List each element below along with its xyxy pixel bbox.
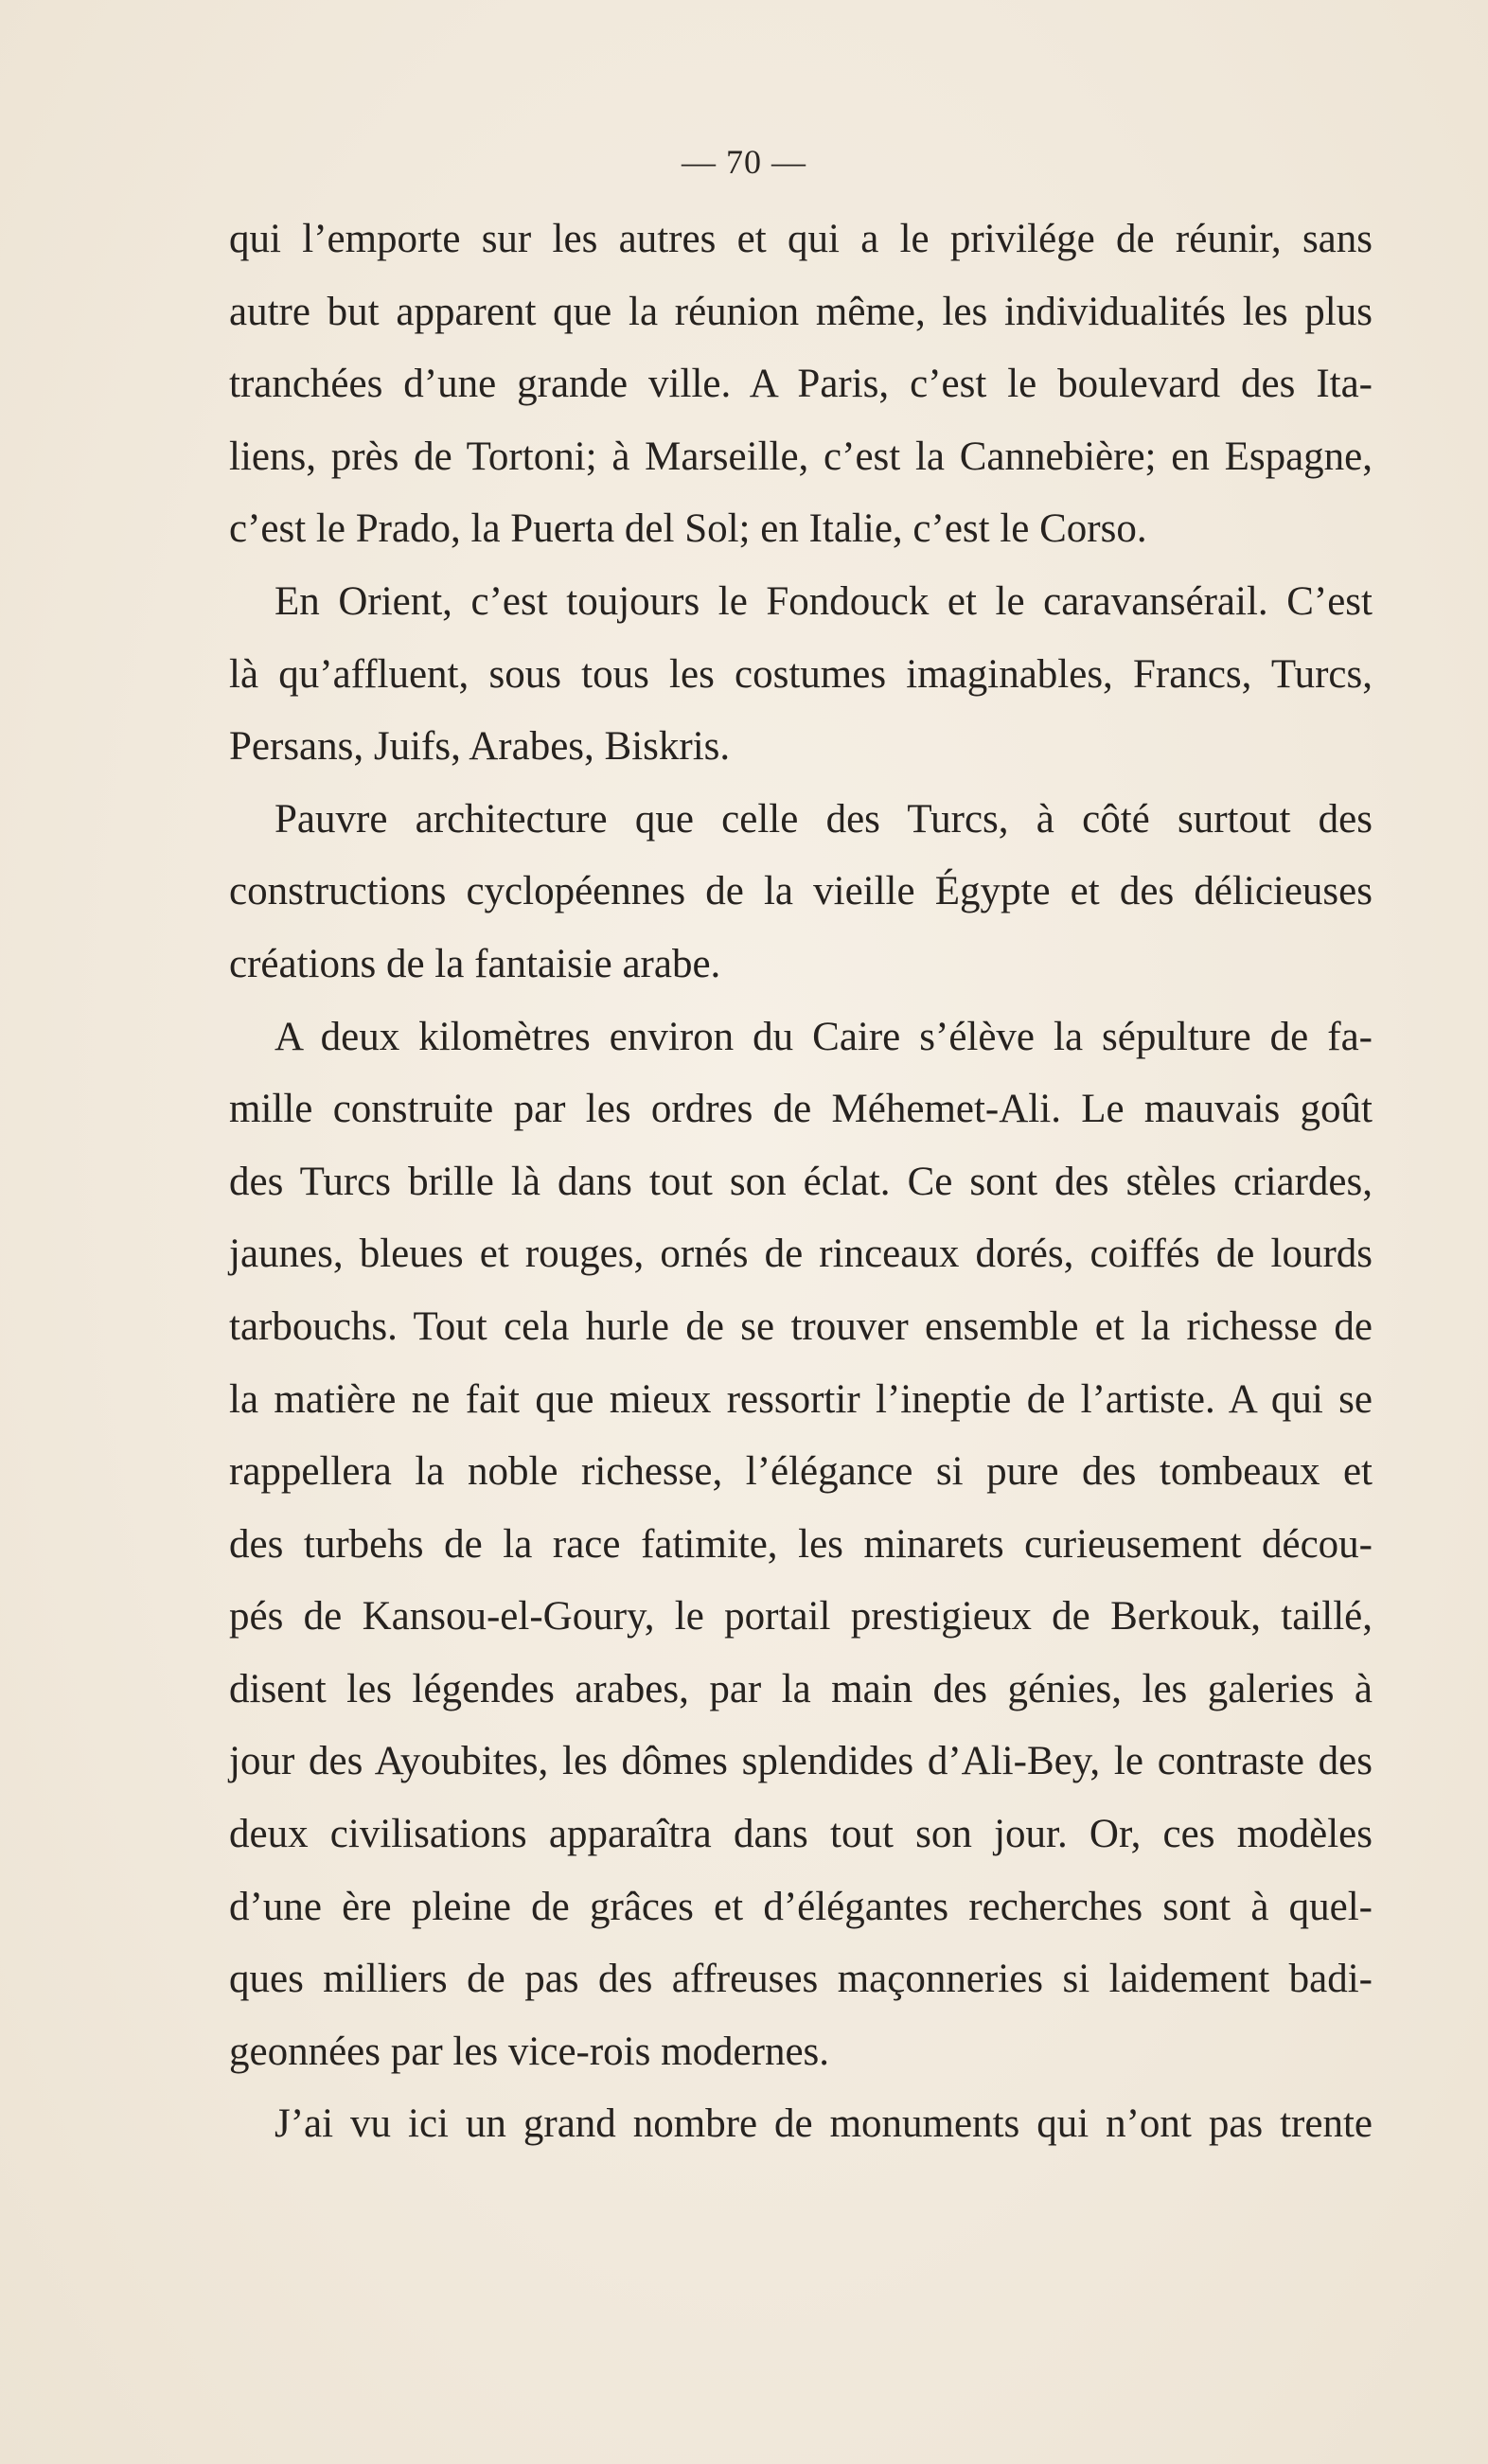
text-line: qui l’emporte sur les autres et qui a le privilége de réunir, sans <box>229 217 1373 261</box>
page-number: — 70 — <box>682 143 806 181</box>
text-line: deux civilisations apparaîtra dans tout son jour. Or, ces modèles <box>229 1812 1373 1857</box>
text-line: d’une ère pleine de grâces et d’élégantes recherches sont à quel- <box>229 1884 1373 1929</box>
text-line: la matière ne fait que mieux ressortir l’ineptie de l’artiste. A qui se <box>229 1376 1373 1422</box>
text-line: J’ai vu ici un grand nombre de monuments qui n’ont pas trente <box>275 2101 1373 2147</box>
text-line: rappellera la noble richesse, l’élégance si pure des tombeaux et <box>229 1449 1373 1495</box>
text-line: Persans, Juifs, Arabes, Biskris. <box>229 724 731 770</box>
text-line: créations de la fantaisie arabe. <box>229 941 721 986</box>
text-line: tarbouchs. Tout cela hurle de se trouver ensemble et la richesse de <box>229 1303 1373 1349</box>
text-line: jaunes, bleues et rouges, ornés de rinceaux dorés, coiffés de lourds <box>229 1232 1373 1277</box>
text-line: tranchées d’une grande ville. A Paris, c’est le boulevard des Ita- <box>229 362 1373 407</box>
body-text <box>229 204 1373 2161</box>
text-line: là qu’affluent, sous tous les costumes imaginables, Francs, Turcs, <box>229 651 1373 697</box>
text-line: disent les légendes arabes, par la main des génies, les galeries à <box>229 1666 1373 1711</box>
text-line: geonnées par les vice-rois modernes. <box>229 2029 830 2074</box>
text-line: c’est le Prado, la Puerta del Sol; en Italie, c’est le Corso. <box>229 506 1147 552</box>
text-line: jour des Ayoubites, les dômes splendides d’Ali-Bey, le contraste des <box>229 1739 1373 1784</box>
text-line: A deux kilomètres environ du Caire s’élève la sépulture de fa- <box>275 1014 1373 1059</box>
text-line: liens, près de Tortoni; à Marseille, c’est la Cannebière; en Espagne, <box>229 434 1373 479</box>
text-line: mille construite par les ordres de Méhemet-Ali. Le mauvais goût <box>229 1087 1373 1132</box>
text-line: constructions cyclopéennes de la vieille Égypte et des délicieuses <box>229 869 1373 914</box>
text-line: autre but apparent que la réunion même, les individualités les plus <box>229 289 1373 334</box>
text-line: Pauvre architecture que celle des Turcs, à côté surtout des <box>275 796 1373 842</box>
text-line: En Orient, c’est toujours le Fondouck et le caravansérail. C’est <box>275 578 1373 624</box>
text-line: ques milliers de pas des affreuses maçonneries si laidement badi- <box>229 1957 1373 2002</box>
text-line: pés de Kansou-el-Goury, le portail prestigieux de Berkouk, taillé, <box>229 1594 1373 1640</box>
text-line: des turbehs de la race fatimite, les minarets curieusement décou- <box>229 1521 1373 1567</box>
text-line: des Turcs brille là dans tout son éclat. Ce sont des stèles criardes, <box>229 1159 1373 1204</box>
